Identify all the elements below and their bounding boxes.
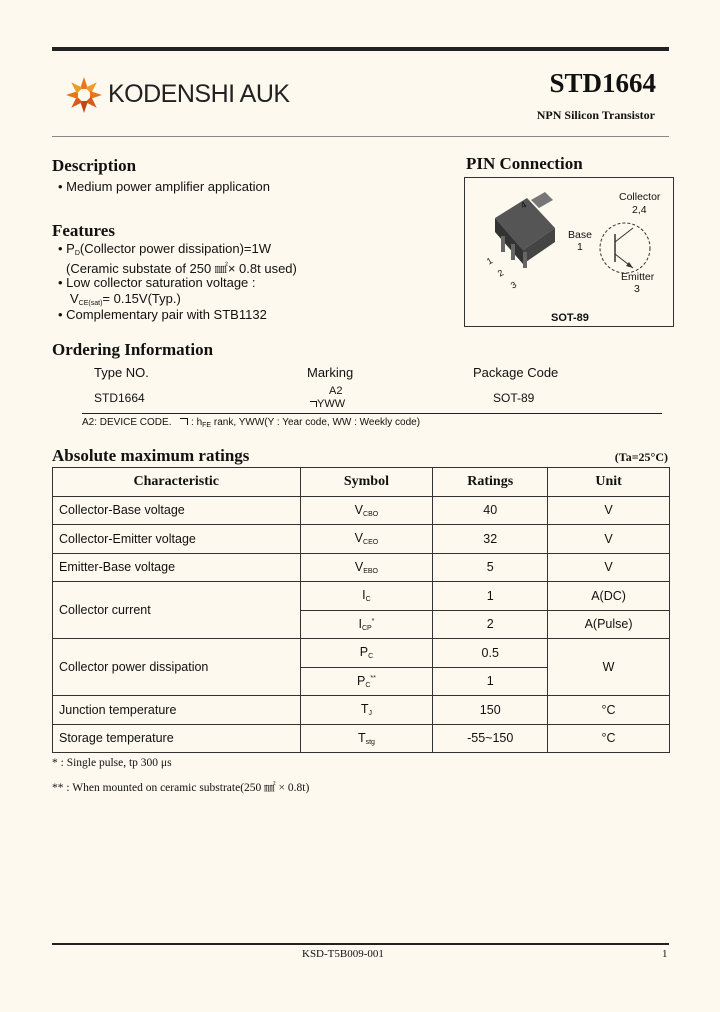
feature-sat: • Low collector saturation voltage : [58,275,256,290]
ordering-rule [82,413,662,414]
row-value: 5 [433,553,548,582]
row-value: 1 [433,667,548,696]
rank-mark-icon-note [180,418,188,425]
table-row [53,724,670,753]
footer-code: KSD-T5B009-001 [302,948,384,960]
footer-page: 1 [662,948,668,960]
collector-pins: 2,4 [632,204,647,216]
table-row [53,582,670,611]
base-label: Base [568,229,592,241]
row-value: 32 [433,525,548,554]
row-characteristic: Collector-Base voltage [53,496,301,525]
footer-rule [52,943,669,945]
row-characteristic: Collector-Emitter voltage [53,525,301,554]
row-symbol: $T_{stg}$ [300,724,433,753]
ordering-col-marking: Marking [307,365,354,380]
row-characteristic: Emitter-Base voltage [53,553,301,582]
table-row [53,553,670,582]
row-value: 1 [433,582,548,611]
header-unit: Unit [548,468,670,497]
ratings-note-1: * : Single pulse, tp 300 μs [52,757,172,769]
row-unit: °C [548,724,670,753]
ordering-note: A2: DEVICE CODE. : $h_{FE}$ rank, YWW(Y : Year code, WW : Weekly code) [82,417,421,429]
brand-name: KODENSHI AUK [108,80,290,108]
features-heading: Features [52,221,115,240]
top-rule [52,47,669,51]
ordering-package: SOT-89 [493,391,535,405]
pin-label-4: 4 [518,199,529,211]
ratings-heading: Absolute maximum ratings [52,446,250,465]
ordering-col-package: Package Code [473,365,559,380]
header-characteristic: Characteristic [53,468,301,497]
brand-logo [64,75,104,120]
ordering-marking-2: YWW [310,398,345,410]
row-value: -55~150 [433,724,548,753]
table-row [53,496,670,525]
rank-mark-icon [310,401,317,407]
table-row [53,525,670,554]
logo-sun-icon [64,75,104,115]
row-symbol: $P_C$ [300,639,433,668]
row-symbol: $V_{CEO}$ [300,525,433,554]
feature-vce: $V_{CE(sat)}= 0.15V(Typ.)$ [70,291,181,307]
emitter-pin: 3 [634,283,640,295]
package-label: SOT-89 [551,312,589,324]
row-symbol: $I_{CP}^*$ [300,610,433,639]
row-value: 2 [433,610,548,639]
ratings-note-2: ** : When mounted on ceramic substrate(250 ㎟ × 0.8t) [52,782,310,794]
pin-diagram-box [464,177,674,327]
row-characteristic: Storage temperature [53,724,301,753]
row-symbol: $I_C$ [300,582,433,611]
row-symbol: $P_C^{**}$ [300,667,433,696]
emitter-label: Emitter [621,271,655,283]
table-row [53,696,670,725]
ordering-col-type: Type NO. [94,365,149,380]
ordering-marking-1: A2 [329,385,343,397]
description-heading: Description [52,156,137,175]
pin-label-3: 3 [508,279,519,291]
row-unit: °C [548,696,670,725]
part-number: STD1664 [549,68,656,98]
header-symbol: Symbol [300,468,433,497]
feature-complementary: • Complementary pair with STB1132 [58,307,267,322]
row-value: 40 [433,496,548,525]
row-unit: V [548,496,670,525]
description-item: • Medium power amplifier application [58,179,270,194]
ordering-type: STD1664 [94,391,145,405]
pin-heading: PIN Connection [466,154,583,173]
row-symbol: $V_{EBO}$ [300,553,433,582]
pin-label-1: 1 [484,255,495,267]
feature-pd: • $P_D(Collector$ power dissipation)=1W [58,241,272,257]
collector-label: Collector [619,191,661,203]
pin-label-2: 2 [495,267,506,279]
row-unit: W [548,639,670,696]
ratings-table [52,467,670,753]
row-characteristic: Collector power dissipation [53,639,301,696]
base-pin: 1 [577,241,583,253]
part-subtitle: NPN Silicon Transistor [536,108,655,122]
row-unit: A(DC) [548,582,670,611]
row-characteristic: Junction temperature [53,696,301,725]
ratings-header-row [53,468,670,497]
header-ratings: Ratings [433,468,548,497]
ratings-condition: (Ta=25°C) [614,450,668,464]
header-rule [52,136,669,137]
row-unit: V [548,553,670,582]
row-unit: V [548,525,670,554]
row-symbol: $V_{CBO}$ [300,496,433,525]
feature-pd-note: (Ceramic substate of 250 ㎟× 0.8t used) [66,261,297,276]
row-characteristic: Collector current [53,582,301,639]
row-value: 0.5 [433,639,548,668]
table-row [53,639,670,668]
row-symbol: $T_J$ [300,696,433,725]
ordering-heading: Ordering Information [52,340,214,359]
row-unit: A(Pulse) [548,610,670,639]
row-value: 150 [433,696,548,725]
